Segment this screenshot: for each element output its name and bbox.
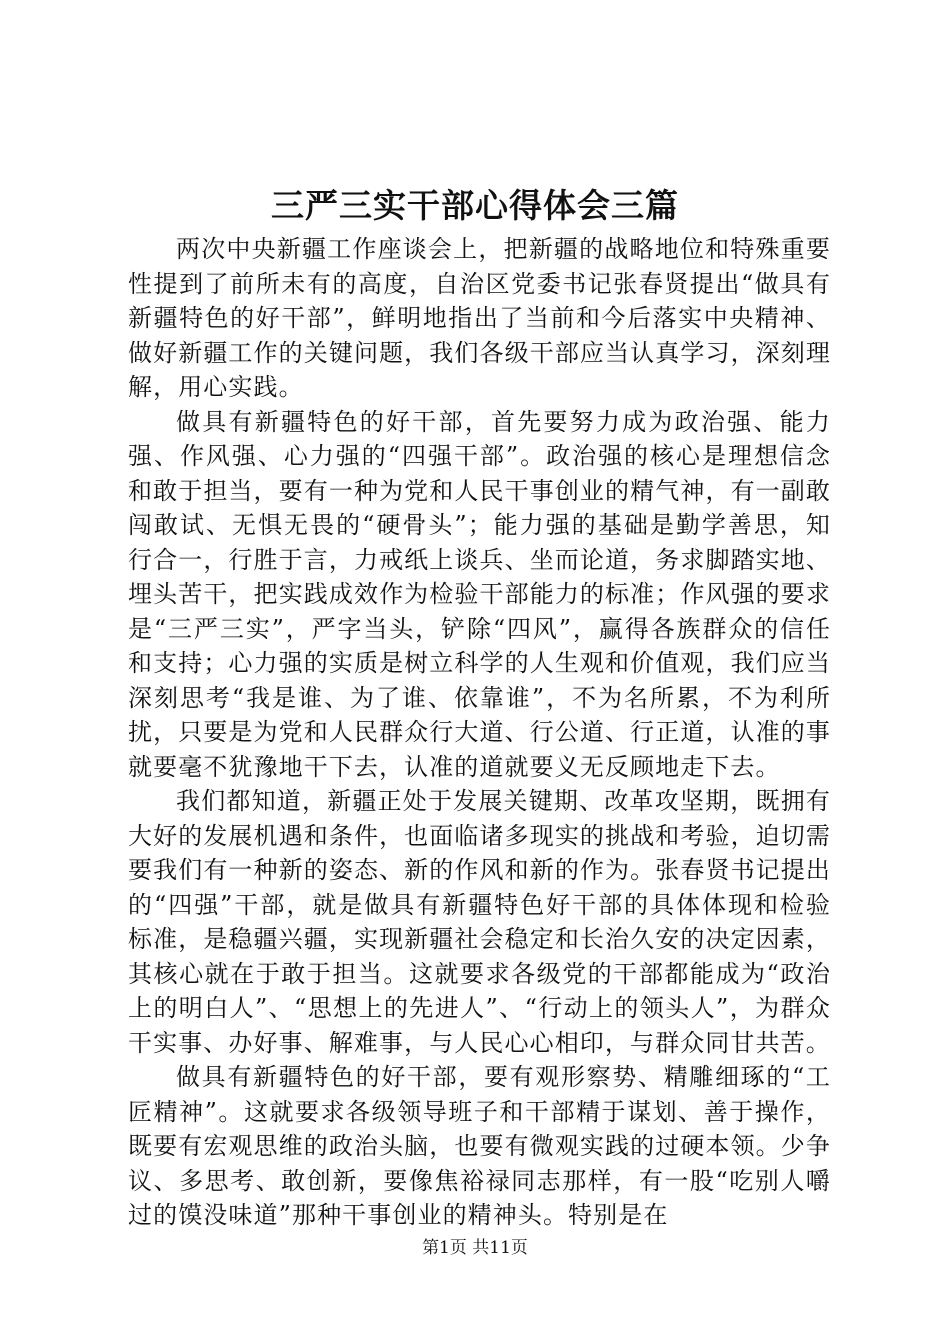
page-number-footer: 第1页 共11页 xyxy=(422,1238,528,1258)
document-title: 三严三实干部心得体会三篇 xyxy=(271,186,679,225)
paragraph: 做具有新疆特色的好干部，首先要努力成为政治强、能力强、作风强、心力强的“四强干部”。政治强的核心是理想信念和敢于担当，要有一种为党和人民干事创业的精气神，有一副敢闯敢试、无惧无畏的“硬骨头”；能力强的基础是勤学善思，知行合一，行胜于言，力戒纸上谈兵、坐而论道，务求脚踏实地、埋头苦干，把实践成效作为检验干部能力的标准；作风强的要求是“三严三实”，严字当头，铲除“四风”，赢得各族群众的信任和支持；心力强的实质是树立科学的人生观和价值观，我们应当深刻思考“我是谁、为了谁、依靠谁”，不为名所累，不为利所扰，只要是为党和人民群众行大道、行公道、行正道，认准的事就要毫不犹豫地干下去，认准的道就要义无反顾地走下去。 xyxy=(128,407,831,781)
paragraph: 我们都知道，新疆正处于发展关键期、改革攻坚期，既拥有大好的发展机遇和条件，也面临诸多现实的挑战和考验，迫切需要我们有一种新的姿态、新的作风和新的作为。张春贤书记提出的“四强”干部，就是做具有新疆特色好干部的具体体现和检验标准，是稳疆兴疆，实现新疆社会稳定和长治久安的决定因素，其核心就在于敢于担当。这就要求各级党的干部都能成为“政治上的明白人”、“思想上的先进人”、“行动上的领头人”，为群众干实事、办好事、解难事，与人民心心相印，与群众同甘共苦。 xyxy=(128,787,831,1057)
paragraph: 两次中央新疆工作座谈会上，把新疆的战略地位和特殊重要性提到了前所未有的高度，自治区党委书记张春贤提出“做具有新疆特色的好干部”，鲜明地指出了当前和今后落实中央精神、做好新疆工作的关键问题，我们各级干部应当认真学习，深刻理解，用心实践。 xyxy=(128,235,831,401)
paragraph: 做具有新疆特色的好干部，要有观形察势、精雕细琢的“工匠精神”。这就要求各级领导班子和干部精于谋划、善于操作，既要有宏观思维的政治头脑，也要有微观实践的过硬本领。少争议、多思考、敢创新，要像焦裕禄同志那样，有一股“吃别人嚼过的馍没味道”那种干事创业的精神头。特别是在 xyxy=(128,1063,831,1229)
document-body xyxy=(128,232,831,1233)
